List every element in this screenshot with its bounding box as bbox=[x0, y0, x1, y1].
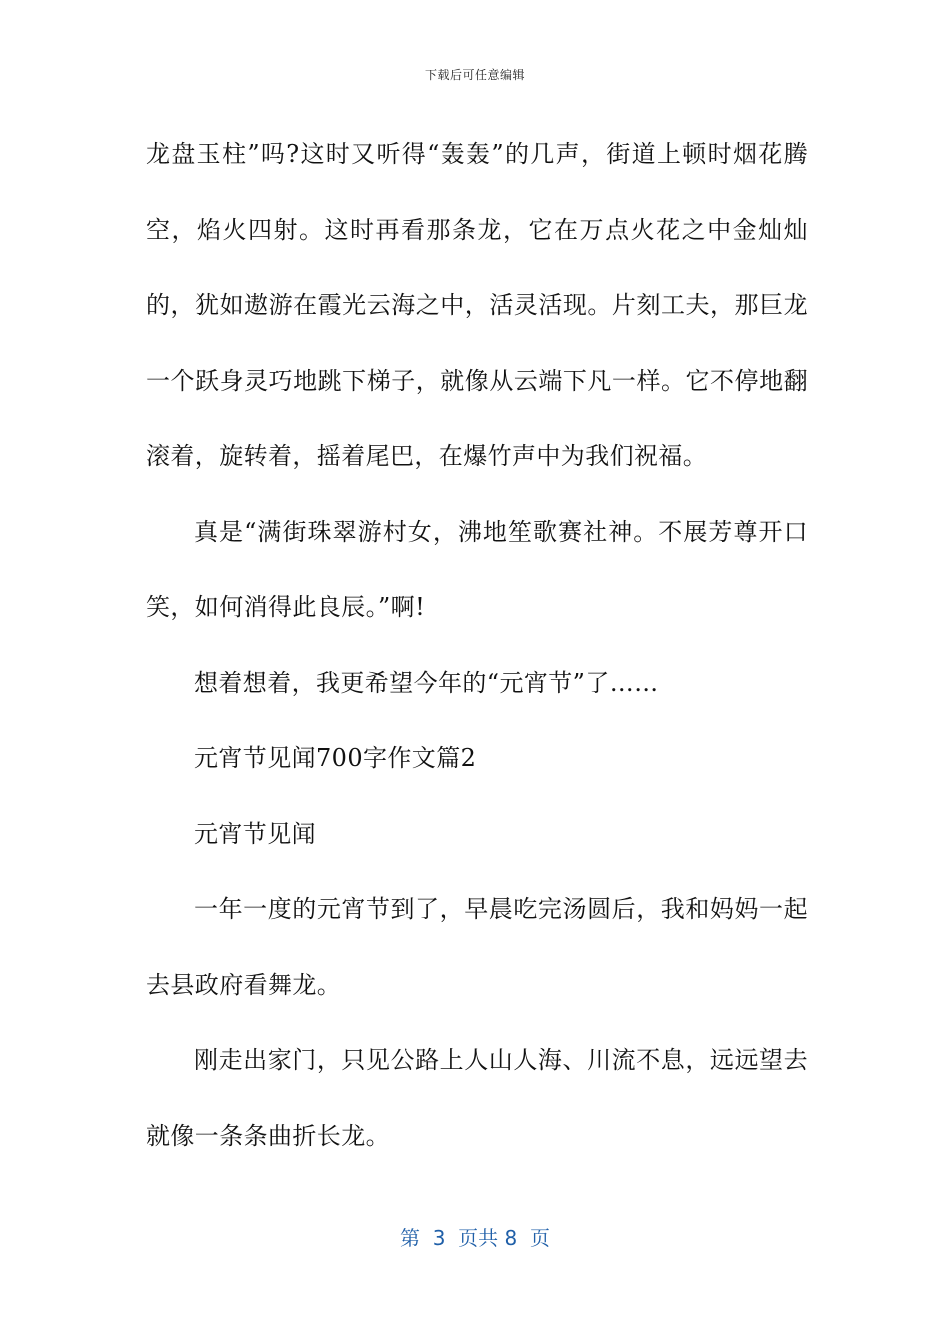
paragraph: 真是“满街珠翠游村女，沸地笙歌赛社神。不展芳尊开口笑，如何消得此良辰。”啊! bbox=[146, 517, 808, 621]
document-body bbox=[146, 117, 808, 1174]
paragraph: 想着想着，我更希望今年的“元宵节”了…… bbox=[194, 668, 659, 697]
paragraph: 一年一度的元宵节到了，早晨吃完汤圆后，我和妈妈一起去县政府看舞龙。 bbox=[146, 895, 808, 999]
header-note: 下载后可任意编辑 bbox=[424, 68, 525, 82]
section-heading: 元宵节见闻700字作文篇2 bbox=[194, 744, 477, 772]
paragraph: 龙盘玉柱”吗?这时又听得“轰轰”的几声，街道上顿时烟花腾空，焰火四射。这时再看那条龙，它在万点火花之中金灿灿的，犹如遨游在霞光云海之中，活灵活现。片刻工夫，那巨龙一个跃身灵巧地跳下梯子，就像从云端下凡一样。它不停地翻滚着，旋转着，摇着尾巴，在爆竹声中为我们祝福。 bbox=[146, 140, 808, 470]
essay-title: 元宵节见闻 bbox=[194, 819, 316, 848]
paragraph: 刚走出家门，只见公路上人山人海、川流不息，远远望去就像一条条曲折长龙。 bbox=[146, 1046, 808, 1150]
page-number-footer: 第 3 页共 8 页 bbox=[400, 1226, 550, 1250]
